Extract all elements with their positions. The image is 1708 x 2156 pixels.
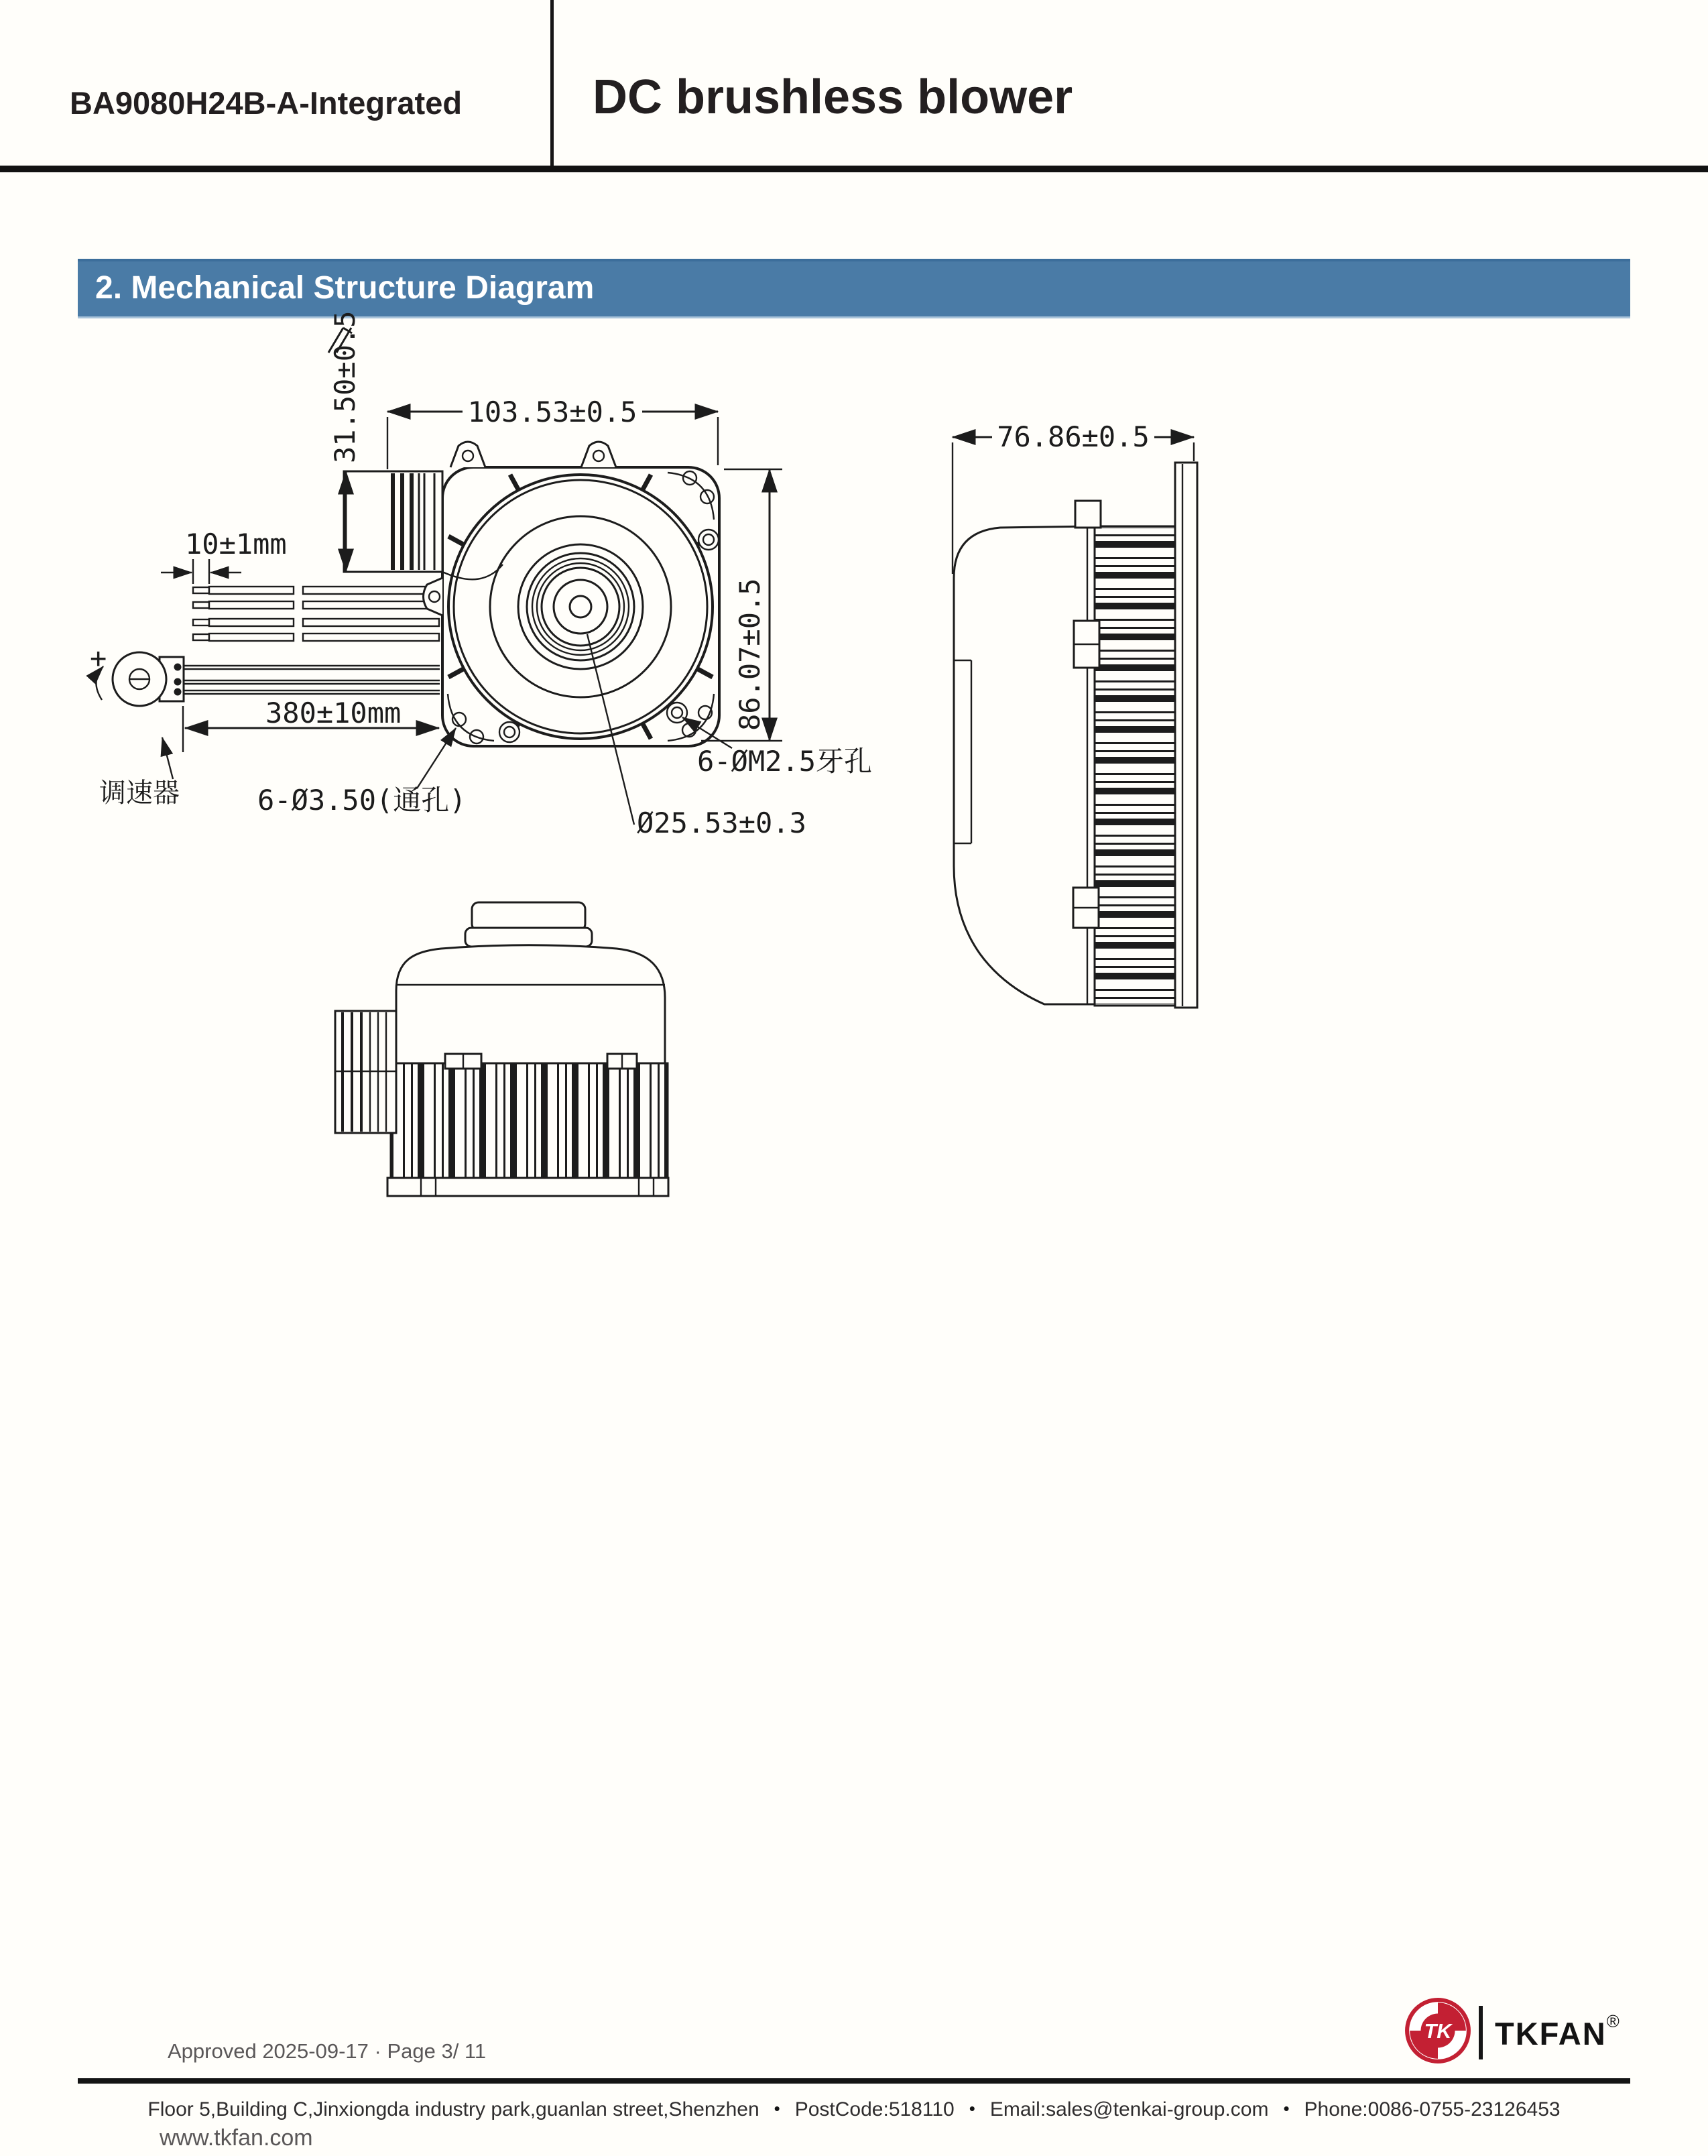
postcode-text: PostCode:518110 bbox=[794, 2098, 955, 2120]
svg-text:Ø25.53±0.3: Ø25.53±0.3 bbox=[637, 806, 806, 839]
header-rule bbox=[0, 166, 1708, 172]
mechanical-structure-drawing bbox=[0, 295, 1708, 1220]
registered-mark: ® bbox=[1606, 2011, 1620, 2031]
side-view bbox=[953, 420, 1197, 1008]
tkfan-logo-icon bbox=[1404, 1996, 1472, 2065]
approved-page-info: Approved 2025-09-17 · Page 3/ 11 bbox=[168, 2039, 487, 2063]
footer-rule bbox=[78, 2078, 1630, 2084]
phone-text: Phone:0086-0755-23126453 bbox=[1304, 2098, 1561, 2120]
svg-text:86.07±0.5: 86.07±0.5 bbox=[733, 578, 766, 731]
svg-text:380±10mm: 380±10mm bbox=[265, 697, 402, 729]
label-through-holes bbox=[257, 728, 467, 817]
bottom-dome bbox=[396, 945, 665, 1063]
svg-text:调速器: 调速器 bbox=[99, 778, 180, 808]
dim-overall-width bbox=[387, 396, 718, 469]
front-view bbox=[90, 310, 872, 839]
website-link[interactable]: www.tkfan.com bbox=[160, 2125, 313, 2151]
section-title: 2. Mechanical Structure Diagram bbox=[95, 270, 595, 306]
dim-wire-length bbox=[183, 697, 439, 752]
svg-text:6-Ø3.50(通孔): 6-Ø3.50(通孔) bbox=[257, 784, 467, 817]
bottom-base-plate bbox=[387, 1178, 668, 1196]
outlet-duct bbox=[344, 471, 442, 572]
speed-controller bbox=[90, 642, 184, 706]
dim-wire-strip bbox=[161, 528, 287, 584]
logo-monogram: TK bbox=[1424, 2020, 1452, 2043]
bottom-outlet-duct bbox=[335, 1011, 396, 1133]
svg-text:6-ØM2.5牙孔: 6-ØM2.5牙孔 bbox=[697, 745, 873, 778]
bullet-separator: • bbox=[774, 2098, 780, 2118]
page-title: DC brushless blower bbox=[593, 70, 1073, 124]
svg-text:103.53±0.5: 103.53±0.5 bbox=[467, 396, 637, 428]
address-text: Floor 5,Building C,Jinxiongda industry park,guanlan street,Shenzhen bbox=[147, 2098, 759, 2120]
svg-text:10±1mm: 10±1mm bbox=[185, 528, 287, 560]
bullet-separator: • bbox=[969, 2098, 975, 2118]
side-motor-dome bbox=[954, 526, 1095, 1004]
header-divider bbox=[550, 0, 554, 168]
bottom-top-cap bbox=[472, 902, 585, 931]
bullet-separator: • bbox=[1283, 2098, 1290, 2118]
inlet-circles bbox=[448, 475, 713, 739]
lead-wires bbox=[183, 587, 440, 694]
side-flange-plate bbox=[1175, 463, 1197, 1008]
label-speed-controller bbox=[99, 737, 180, 808]
plus-rotation-label: + bbox=[90, 642, 107, 674]
logo-wordmark: TKFAN® bbox=[1495, 2011, 1620, 2051]
svg-text:76.86±0.5: 76.86±0.5 bbox=[997, 420, 1150, 453]
company-address-line bbox=[78, 2098, 1630, 2121]
svg-text:31.50±0.5: 31.50±0.5 bbox=[328, 310, 361, 463]
bottom-view bbox=[335, 902, 668, 1196]
email-text[interactable]: Email:sales@tenkai-group.com bbox=[989, 2098, 1269, 2120]
logo-divider bbox=[1479, 2006, 1483, 2059]
model-number: BA9080H24B-A-Integrated bbox=[70, 85, 463, 121]
